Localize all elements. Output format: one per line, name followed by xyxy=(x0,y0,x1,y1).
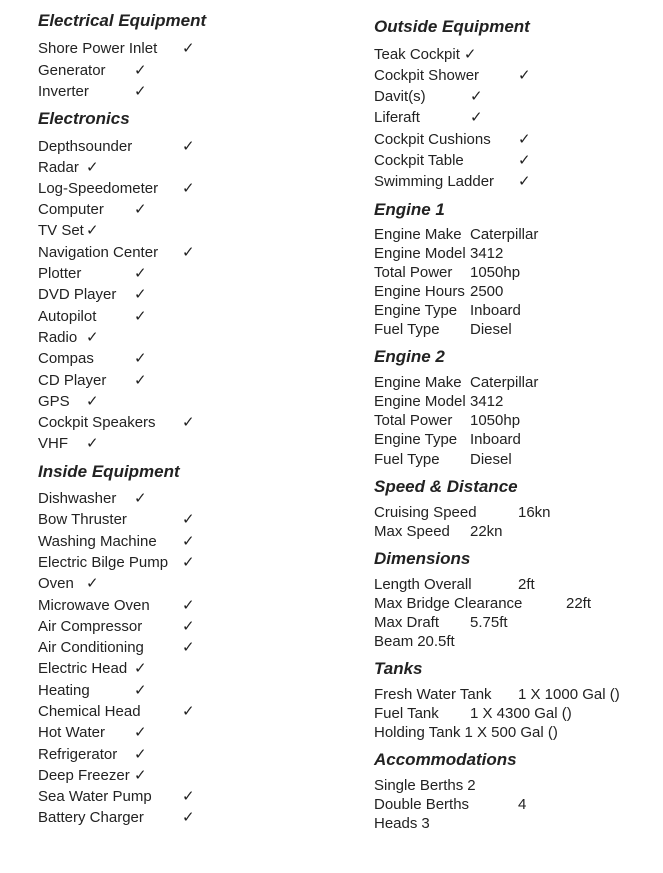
spec-row xyxy=(374,594,592,613)
list-item xyxy=(38,328,99,347)
item-label: Battery Charger xyxy=(38,809,144,826)
check-icon: ✓ xyxy=(470,88,483,105)
list-item xyxy=(374,45,476,64)
section-title-tanks: Tanks xyxy=(374,659,423,678)
spec-label: Engine Model xyxy=(374,393,466,410)
check-icon: ✓ xyxy=(182,414,195,431)
list-item xyxy=(374,172,531,191)
check-icon: ✓ xyxy=(134,490,147,507)
item-label: Log-Speedometer xyxy=(38,180,159,197)
spec-row xyxy=(374,263,521,282)
check-icon: ✓ xyxy=(86,575,99,592)
spec-label: Max Draft xyxy=(374,614,440,631)
check-icon: ✓ xyxy=(518,67,531,84)
spec-row xyxy=(374,373,539,392)
list-item xyxy=(38,434,99,453)
check-icon: ✓ xyxy=(182,180,195,197)
list-item xyxy=(374,130,531,149)
item-label: Chemical Head xyxy=(38,703,141,720)
list-item xyxy=(38,221,99,240)
spec-value: 3 xyxy=(421,815,430,832)
check-icon: ✓ xyxy=(86,435,99,452)
spec-row xyxy=(374,704,572,723)
item-label: Radar xyxy=(38,159,79,176)
section-title-inside: Inside Equipment xyxy=(38,462,180,481)
check-icon: ✓ xyxy=(134,201,147,218)
spec-value: 2ft xyxy=(518,576,535,593)
spec-value: Inboard xyxy=(470,431,521,448)
spec-row xyxy=(374,522,503,541)
check-icon: ✓ xyxy=(182,809,195,826)
item-label: Deep Freezer xyxy=(38,767,130,784)
item-label: Generator xyxy=(38,62,106,79)
list-item xyxy=(38,766,147,785)
spec-label: Holding Tank xyxy=(374,724,461,741)
list-item xyxy=(38,510,195,529)
list-item xyxy=(38,553,195,572)
section-title-engine2: Engine 2 xyxy=(374,347,445,366)
list-item xyxy=(38,659,147,678)
item-label: Bow Thruster xyxy=(38,511,127,528)
spec-row xyxy=(374,776,476,795)
section-title-speed: Speed & Distance xyxy=(374,477,518,496)
check-icon: ✓ xyxy=(86,393,99,410)
item-label: Depthsounder xyxy=(38,138,133,155)
item-label: Cockpit Cushions xyxy=(374,131,491,148)
spec-value: 22ft xyxy=(566,595,592,612)
check-icon: ✓ xyxy=(134,660,147,677)
section-title-outside: Outside Equipment xyxy=(374,17,530,36)
item-label: CD Player xyxy=(38,372,107,389)
list-item xyxy=(38,243,195,262)
item-label: Heating xyxy=(38,682,90,699)
check-icon: ✓ xyxy=(182,597,195,614)
spec-row xyxy=(374,613,508,632)
spec-label: Engine Type xyxy=(374,431,458,448)
spec-value: 2500 xyxy=(470,283,504,300)
check-icon: ✓ xyxy=(182,511,195,528)
item-label: VHF xyxy=(38,435,68,452)
spec-row xyxy=(374,244,504,263)
spec-value: 20.5ft xyxy=(417,633,455,650)
check-icon: ✓ xyxy=(134,767,147,784)
check-icon: ✓ xyxy=(134,265,147,282)
list-item xyxy=(38,82,147,101)
spec-label: Fuel Type xyxy=(374,451,440,468)
spec-value: Caterpillar xyxy=(470,226,539,243)
check-icon: ✓ xyxy=(134,724,147,741)
spec-row xyxy=(374,450,512,469)
item-label: Cockpit Table xyxy=(374,152,464,169)
check-icon: ✓ xyxy=(134,308,147,325)
item-label: Compas xyxy=(38,350,94,367)
list-item xyxy=(38,179,195,198)
check-icon: ✓ xyxy=(518,173,531,190)
spec-row xyxy=(374,282,504,301)
list-item xyxy=(38,392,99,411)
spec-label: Max Speed xyxy=(374,523,450,540)
spec-row xyxy=(374,632,455,651)
check-icon: ✓ xyxy=(86,222,99,239)
check-icon: ✓ xyxy=(86,329,99,346)
list-item xyxy=(38,702,195,721)
spec-value: 1050hp xyxy=(470,264,521,281)
spec-label: Engine Make xyxy=(374,374,462,391)
item-label: Swimming Ladder xyxy=(374,173,495,190)
check-icon: ✓ xyxy=(518,131,531,148)
check-icon: ✓ xyxy=(518,152,531,169)
spec-row xyxy=(374,795,527,814)
item-label: Electric Bilge Pump xyxy=(38,554,169,571)
check-icon: ✓ xyxy=(182,138,195,155)
section-title-dimensions: Dimensions xyxy=(374,549,471,568)
spec-value: Inboard xyxy=(470,302,521,319)
item-label: Radio xyxy=(38,329,78,346)
item-label: Cockpit Speakers xyxy=(38,414,156,431)
item-label: Oven xyxy=(38,575,74,592)
check-icon: ✓ xyxy=(134,682,147,699)
list-item xyxy=(374,108,483,127)
item-label: Dishwasher xyxy=(38,490,117,507)
check-icon: ✓ xyxy=(182,703,195,720)
spec-row xyxy=(374,320,512,339)
spec-value: 2 xyxy=(467,777,476,794)
spec-row xyxy=(374,225,539,244)
check-icon: ✓ xyxy=(134,62,147,79)
spec-label: Cruising Speed xyxy=(374,504,477,521)
list-item xyxy=(38,371,147,390)
spec-row xyxy=(374,575,535,594)
item-label: Computer xyxy=(38,201,104,218)
item-label: Air Conditioning xyxy=(38,639,144,656)
spec-label: Beam xyxy=(374,633,414,650)
spec-label: Engine Make xyxy=(374,226,462,243)
spec-row xyxy=(374,503,551,522)
item-label: Davit(s) xyxy=(374,88,426,105)
spec-row xyxy=(374,392,504,411)
spec-label: Engine Type xyxy=(374,302,458,319)
item-label: Plotter xyxy=(38,265,82,282)
list-item xyxy=(38,532,195,551)
item-label: Shore Power Inlet xyxy=(38,40,158,57)
check-icon: ✓ xyxy=(134,350,147,367)
item-label: Washing Machine xyxy=(38,533,157,550)
item-label: Refrigerator xyxy=(38,746,118,763)
section-title-accommodations: Accommodations xyxy=(374,750,517,769)
spec-row xyxy=(374,685,620,704)
list-item xyxy=(38,638,195,657)
check-icon: ✓ xyxy=(470,109,483,126)
list-item xyxy=(38,596,195,615)
check-icon: ✓ xyxy=(182,618,195,635)
spec-value: 5.75ft xyxy=(470,614,508,631)
list-item xyxy=(38,285,147,304)
section-title-electronics: Electronics xyxy=(38,109,130,128)
spec-row xyxy=(374,723,558,742)
list-item xyxy=(38,681,147,700)
item-label: Microwave Oven xyxy=(38,597,150,614)
spec-label: Total Power xyxy=(374,412,453,429)
spec-value: Diesel xyxy=(470,451,512,468)
item-label: Electric Head xyxy=(38,660,128,677)
item-label: Autopilot xyxy=(38,308,97,325)
spec-row xyxy=(374,411,521,430)
spec-value: 4 xyxy=(518,796,527,813)
list-item xyxy=(38,158,99,177)
check-icon: ✓ xyxy=(182,639,195,656)
spec-label: Fuel Tank xyxy=(374,705,439,722)
spec-label: Heads xyxy=(374,815,418,832)
spec-label: Double Berths xyxy=(374,796,470,813)
spec-value: 3412 xyxy=(470,393,504,410)
item-label: Air Compressor xyxy=(38,618,143,635)
section-title-electrical: Electrical Equipment xyxy=(38,11,207,30)
check-icon: ✓ xyxy=(134,372,147,389)
spec-value: 1 X 500 Gal () xyxy=(464,724,558,741)
list-item xyxy=(38,307,147,326)
spec-row xyxy=(374,430,521,449)
check-icon: ✓ xyxy=(182,533,195,550)
item-label: Inverter xyxy=(38,83,89,100)
spec-value: Caterpillar xyxy=(470,374,539,391)
list-item xyxy=(38,413,195,432)
check-icon: ✓ xyxy=(182,554,195,571)
list-item xyxy=(38,349,147,368)
spec-value: 16kn xyxy=(518,504,551,521)
spec-row xyxy=(374,814,430,833)
spec-row xyxy=(374,301,521,320)
spec-label: Engine Model xyxy=(374,245,466,262)
check-icon: ✓ xyxy=(134,746,147,763)
list-item xyxy=(38,574,99,593)
spec-label: Single Berths xyxy=(374,777,464,794)
item-label: Liferaft xyxy=(374,109,420,126)
check-icon: ✓ xyxy=(86,159,99,176)
check-icon: ✓ xyxy=(182,788,195,805)
section-title-engine1: Engine 1 xyxy=(374,200,445,219)
spec-label: Fresh Water Tank xyxy=(374,686,492,703)
spec-value: 1 X 1000 Gal () xyxy=(518,686,620,703)
check-icon: ✓ xyxy=(182,40,195,57)
check-icon: ✓ xyxy=(134,286,147,303)
spec-value: Diesel xyxy=(470,321,512,338)
spec-value: 1 X 4300 Gal () xyxy=(470,705,572,722)
spec-value: 1050hp xyxy=(470,412,521,429)
item-label: Teak Cockpit xyxy=(374,46,460,63)
spec-value: 3412 xyxy=(470,245,504,262)
list-item xyxy=(38,61,147,80)
item-label: Hot Water xyxy=(38,724,105,741)
item-label: Navigation Center xyxy=(38,244,159,261)
spec-value: 22kn xyxy=(470,523,503,540)
list-item xyxy=(38,787,195,806)
check-icon: ✓ xyxy=(182,244,195,261)
item-label: Cockpit Shower xyxy=(374,67,480,84)
spec-label: Length Overall xyxy=(374,576,472,593)
check-icon: ✓ xyxy=(463,46,477,63)
list-item xyxy=(38,39,195,58)
list-item xyxy=(38,264,147,283)
spec-label: Engine Hours xyxy=(374,283,465,300)
list-item xyxy=(38,745,147,764)
item-label: TV Set xyxy=(38,222,84,239)
list-item xyxy=(38,723,147,742)
list-item xyxy=(374,66,531,85)
list-item xyxy=(38,617,195,636)
list-item xyxy=(374,151,531,170)
spec-label: Total Power xyxy=(374,264,453,281)
item-label: GPS xyxy=(38,393,70,410)
check-icon: ✓ xyxy=(134,83,147,100)
list-item xyxy=(38,808,195,827)
list-item xyxy=(374,87,483,106)
list-item xyxy=(38,489,147,508)
list-item xyxy=(38,200,147,219)
spec-label: Max Bridge Clearance xyxy=(374,595,523,612)
spec-label: Fuel Type xyxy=(374,321,440,338)
item-label: Sea Water Pump xyxy=(38,788,152,805)
list-item xyxy=(38,137,195,156)
item-label: DVD Player xyxy=(38,286,117,303)
